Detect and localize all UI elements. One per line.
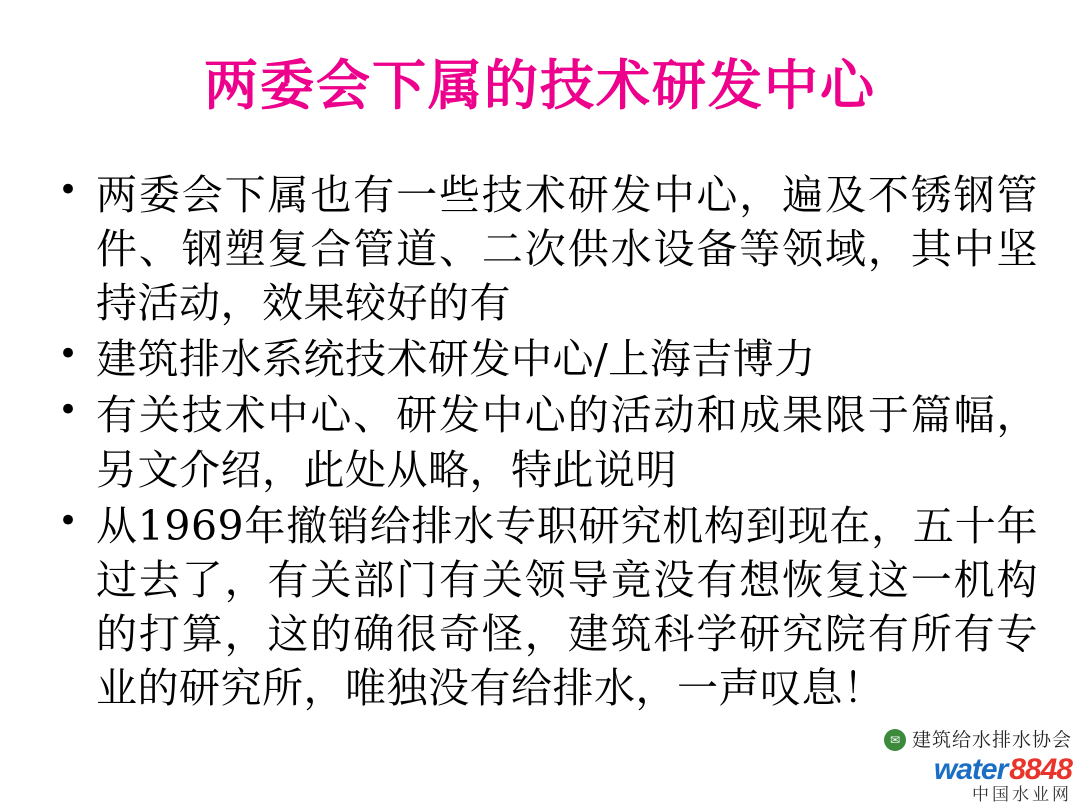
bullet-marker-icon: •	[58, 170, 79, 210]
watermark-association-label: 建筑给水排水协会	[911, 728, 1072, 751]
watermark-brand-row	[934, 755, 1072, 785]
bullet-marker-icon: •	[58, 500, 79, 541]
list-item-text: 两委会下属也有一些技术研发中心，遍及不锈钢管件、钢塑复合管道、二次供水设备等领域，其中坚持活动，效果较好的有	[96, 171, 1038, 328]
list-item	[58, 168, 1038, 330]
list-item	[58, 499, 1038, 715]
list-item-text: 建筑排水系统技术研发中心/上海吉博力	[96, 335, 816, 384]
watermark-brand-number: 8848	[1009, 753, 1072, 786]
watermark-brand-text: water	[933, 753, 1008, 786]
list-item	[58, 332, 1038, 386]
page-title: 两委会下属的技术研发中心	[204, 53, 876, 117]
list-item-text: 从1969年撤销给排水专职研究机构到现在，五十年过去了，有关部门有关领导竟没有想恢复这一机构的打算，这的确很奇怪，建筑科学研究院有所有专业的研究所，唯独没有给排水，一声叹息！	[96, 501, 1038, 712]
list-item	[58, 388, 1038, 496]
wechat-icon: ✉	[884, 729, 906, 751]
bullet-marker-icon: •	[58, 334, 79, 375]
watermark-site-name: 中国水业网	[972, 785, 1072, 805]
bullet-list	[58, 168, 1038, 717]
watermark-association-row	[884, 729, 1072, 751]
bullet-marker-icon: •	[58, 390, 79, 431]
list-item-text: 有关技术中心、研发中心的活动和成果限于篇幅，另文介绍，此处从略，特此说明	[96, 391, 1038, 494]
watermark	[884, 729, 1072, 804]
